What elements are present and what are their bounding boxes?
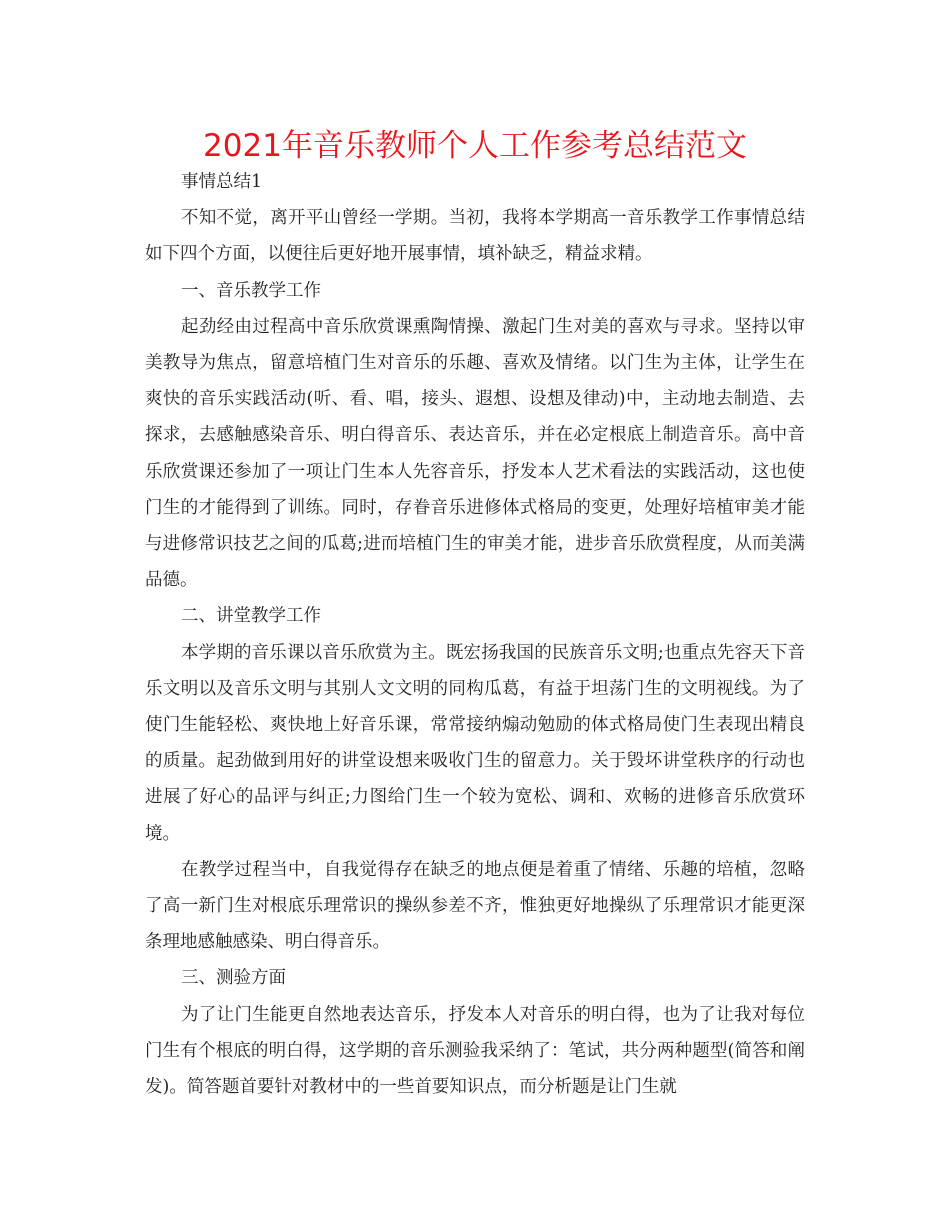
paragraph-section-label: 事情总结1: [181, 172, 263, 192]
document-body: [145, 164, 805, 1105]
heading-music-teaching: 一、音乐教学工作: [181, 280, 321, 301]
paragraph-shortcomings: 在教学过程当中，自我觉得存在缺乏的地点便是着重了情绪、乐趣的培植，忽略了高一新门生对根底乐理常识的操纵参差不齐，惟独更好地操纵了乐理常识才能更深条理地感触感染、明白得音乐。: [145, 859, 805, 953]
heading-exams: 三、测验方面: [181, 968, 286, 989]
document-title: 2021年音乐教师个人工作参考总结范文: [203, 128, 747, 164]
heading-classroom-teaching: 二、讲堂教学工作: [181, 606, 321, 627]
paragraph-exams: 为了让门生能更自然地表达音乐，抒发本人对音乐的明白得，也为了让我对每位门生有个根底的明白得，这学期的音乐测验我采纳了：笔试，共分两种题型(简答和阐发)。简答题首要针对教材中的一些首要知识点，而分析题是让门生就: [145, 1004, 805, 1098]
paragraph-music-teaching: 起劲经由过程高中音乐欣赏课熏陶情操、激起门生对美的喜欢与寻求。坚持以审美教导为焦点，留意培植门生对音乐的乐趣、喜欢及情绪。以门生为主体，让学生在爽快的音乐实践活动(听、看、唱，接头、遐想、设想及律动)中，主动地去制造、去探求，去感触感染音乐、明白得音乐、表达音乐，并在必定根底上制造音乐。高中音乐欣赏课还参加了一项让门生本人先容音乐，抒发本人艺术看法的实践活动，这也使门生的才能得到了训练。同时，存眷音乐进修体式格局的变更，处理好培植审美才能与进修常识技艺之间的瓜葛;进而培植门生的审美才能，进步音乐欣赏程度，从而美满品德。: [145, 316, 805, 591]
paragraph-intro: 不知不觉，离开平山曾经一学期。当初，我将本学期高一音乐教学工作事情总结如下四个方面，以便往后更好地开展事情，填补缺乏，精益求精。: [145, 208, 805, 265]
paragraph-classroom-teaching: 本学期的音乐课以音乐欣赏为主。既宏扬我国的民族音乐文明;也重点先容天下音乐文明以及音乐文明与其别人文文明的同构瓜葛，有益于坦荡门生的文明视线。为了使门生能轻松、爽快地上好音乐课，常常接纳煽动勉励的体式格局使门生表现出精良的质量。起劲做到用好的讲堂设想来吸收门生的留意力。关于毁坏讲堂秩序的行动也进展了好心的品评与纠正;力图给门生一个较为宽松、调和、欢畅的进修音乐欣赏环境。: [145, 642, 805, 844]
